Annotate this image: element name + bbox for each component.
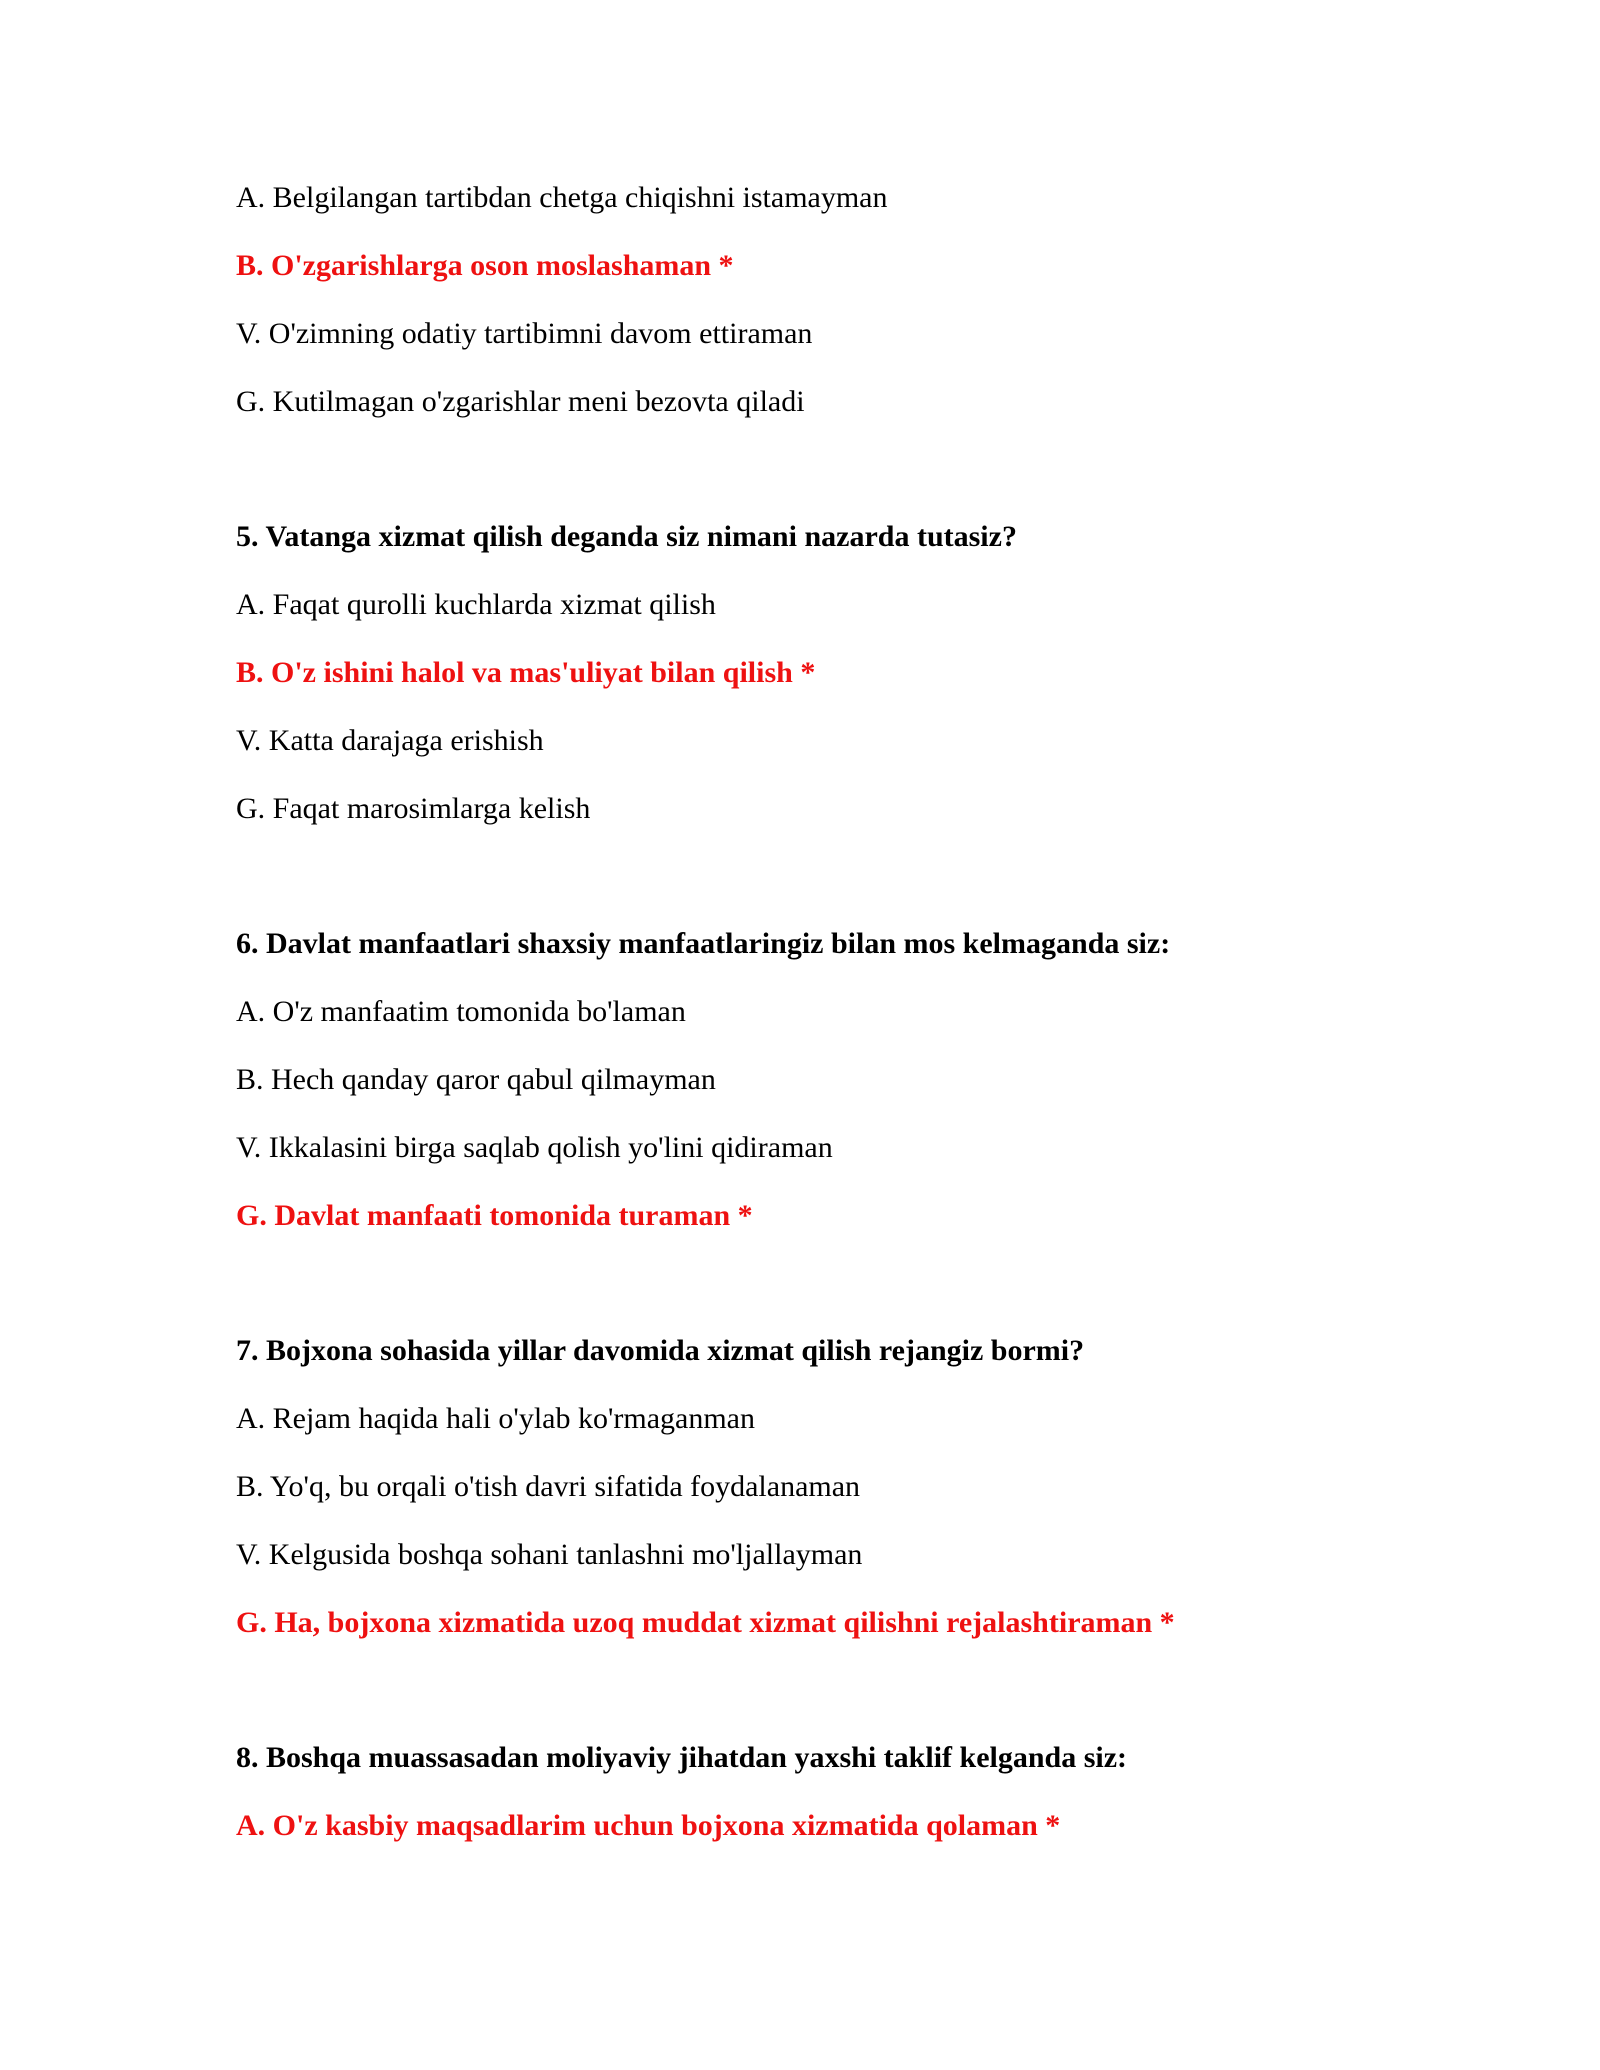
block-spacer [236,859,1416,926]
block-spacer [236,1673,1416,1740]
answer-option: B. Hech qanday qaror qabul qilmayman [236,1063,716,1096]
answer-option: V. Katta darajaga erishish [236,724,544,757]
answer-option: G. Kutilmagan o'zgarishlar meni bezovta qiladi [236,385,805,418]
answer-option: A. Faqat qurolli kuchlarda xizmat qilish [236,588,716,621]
correct-answer-option: B. O'z ishini halol va mas'uliyat bilan qilish * [236,656,816,689]
answer-option: A. Belgilangan tartibdan chetga chiqishni istamayman [236,181,888,214]
question-text: 8. Boshqa muassasadan moliyaviy jihatdan yaxshi taklif kelganda siz: [236,1741,1128,1774]
answer-option: G. Faqat marosimlarga kelish [236,792,591,825]
correct-answer-option: G. Ha, bojxona xizmatida uzoq muddat xizmat qilishni rejalashtiraman * [236,1606,1175,1639]
question-block [236,1673,1416,1844]
answer-option: B. Yo'q, bu orqali o'tish davri sifatida foydalanaman [236,1470,861,1503]
correct-answer-option: G. Davlat manfaati tomonida turaman * [236,1199,753,1232]
answer-option: V. Kelgusida boshqa sohani tanlashni mo'ljallayman [236,1538,863,1571]
question-block [236,452,1416,827]
answer-option: A. O'z manfaatim tomonida bo'laman [236,995,686,1028]
answer-option: V. O'zimning odatiy tartibimni davom ettiraman [236,317,813,350]
correct-answer-option: A. O'z kasbiy maqsadlarim uchun bojxona xizmatida qolaman * [236,1809,1061,1842]
correct-answer-option: B. O'zgarishlarga oson moslashaman * [236,249,734,282]
question-text: 6. Davlat manfaatlari shaxsiy manfaatlaringiz bilan mos kelmaganda siz: [236,927,1171,960]
answer-option: V. Ikkalasini birga saqlab qolish yo'lini qidiraman [236,1131,833,1164]
quiz-content [236,180,1416,1876]
question-block [236,1266,1416,1641]
question-text: 5. Vatanga xizmat qilish deganda siz nimani nazarda tutasiz? [236,520,1017,553]
question-text: 7. Bojxona sohasida yillar davomida xizmat qilish rejangiz bormi? [236,1334,1085,1367]
block-spacer [236,452,1416,519]
answer-option: A. Rejam haqida hali o'ylab ko'rmaganman [236,1402,755,1435]
question-block [236,859,1416,1234]
block-spacer [236,1266,1416,1333]
question-block [236,180,1416,420]
